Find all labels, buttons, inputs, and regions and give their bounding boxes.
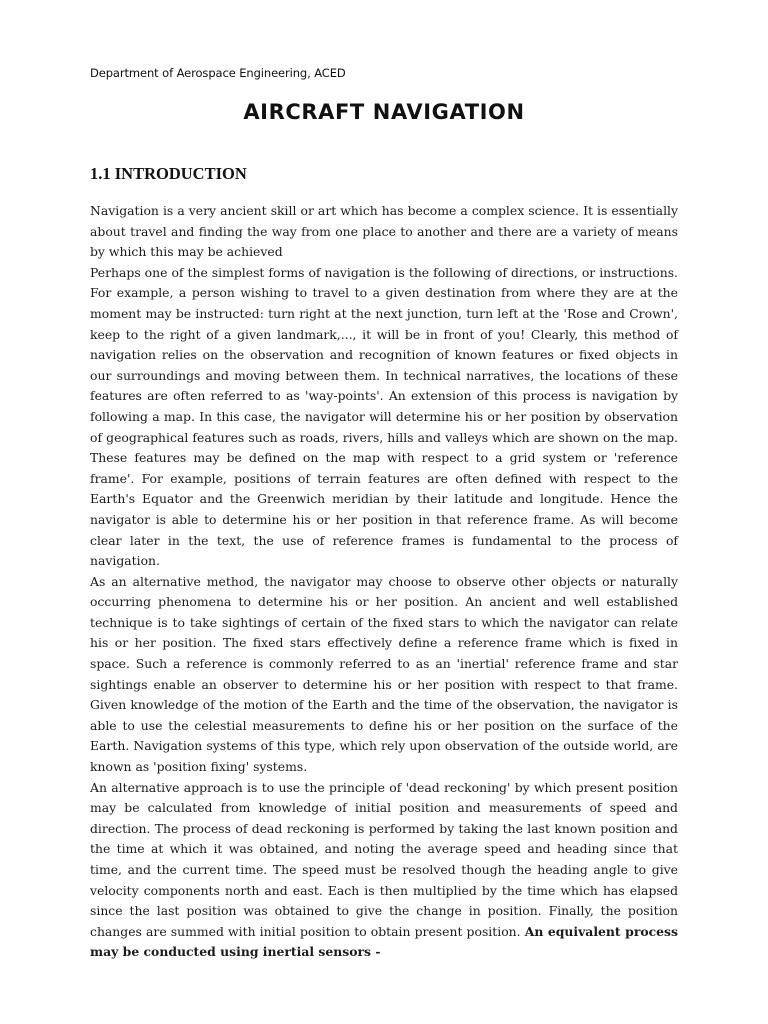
section-heading: 1.1 INTRODUCTION [90, 164, 247, 183]
body-text [90, 201, 678, 963]
paragraph-1: Navigation is a very ancient skill or art which has become a complex science. It is essentially about travel and finding the way from one place to another and there are a variety of means by which this may be achieved [90, 203, 678, 260]
department-header: Department of Aerospace Engineering, ACED [90, 66, 346, 80]
paragraph-4-text: An alternative approach is to use the principle of 'dead reckoning' by which present position may be calculated from knowledge of initial position and measurements of speed and direction. The process of dead reckoning is performed by taking the last known position and the time at which it was obtained, and noting the average speed and heading since that time, and the current time. The speed must be resolved though the heading angle to give velocity components north and east. Each is then multiplied by the time which has elapsed since the last position was obtained to give the change in position. Finally, the position changes are summed with initial position to obtain present position. [90, 779, 678, 939]
paragraph-3: As an alternative method, the navigator may choose to observe other objects or naturally occurring phenomena to determine his or her position. An ancient and well established technique is to take sightings of certain of the fixed stars to which the navigator can relate his or her position. The fixed stars effectively define a reference frame which is fixed in space. Such a reference is commonly referred to as an 'inertial' reference frame and star sightings enable an observer to determine his or her position with respect to that frame. Given knowledge of the motion of the Earth and the time of the observation, the navigator is able to use the celestial measurements to define his or her position on the surface of the Earth. Navigation systems of this type, which rely upon observation of the outside world, are known as 'position fixing' systems. [90, 573, 678, 775]
paragraph-2: Perhaps one of the simplest forms of navigation is the following of directions, or instructions. For example, a person wishing to travel to a given destination from where they are at the moment may be instructed: turn right at the next junction, turn left at the 'Rose and Crown', keep to the right of a given landmark,..., it will be in front of you! Clearly, this method of navigation relies on the observation and recognition of known features or fixed objects in our surroundings and moving between them. In technical narratives, the locations of these features are often referred to as 'way-points'. An extension of this process is navigation by following a map. In this case, the navigator will determine his or her position by observation of geographical features such as roads, rivers, hills and valleys which are shown on the map. These features may be defined on the map with respect to a grid system or 'reference frame'. For example, positions of terrain features are often defined with respect to the Earth's Equator and the Greenwich meridian by their latitude and longitude. Hence the navigator is able to determine his or her position in that reference frame. As will become clear later in the text, the use of reference frames is fundamental to the process of navigation. [90, 264, 678, 569]
document-title: AIRCRAFT NAVIGATION [243, 100, 525, 124]
paragraph-4 [90, 778, 678, 963]
paragraph-4-bold-run: An equivalent process may be conducted using inertial sensors - [90, 923, 678, 960]
